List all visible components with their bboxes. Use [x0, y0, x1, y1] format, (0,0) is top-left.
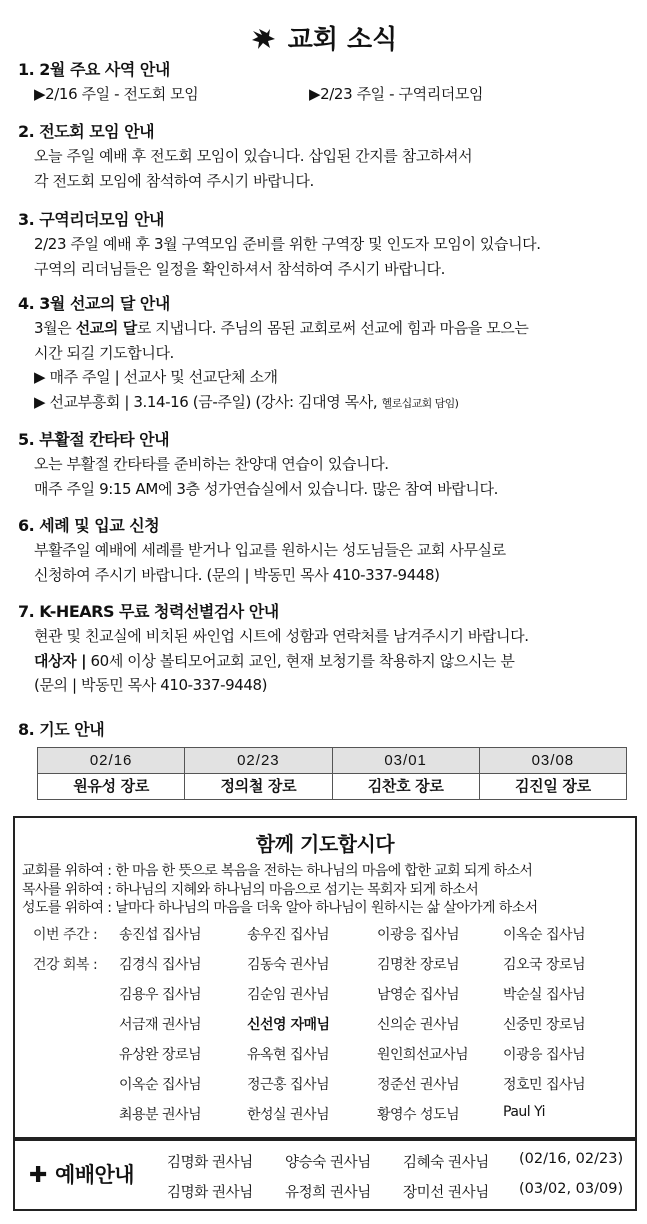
- worship-title: 예배안내: [54, 1163, 135, 1187]
- person-name: 김명화 권사님: [167, 1155, 253, 1171]
- flame-dove-logo-icon: [250, 24, 276, 56]
- person-name: 장미선 권사님: [403, 1185, 489, 1201]
- date-cell: 03/01: [332, 748, 479, 774]
- body-line: 현관 및 친교실에 비치된 싸인업 시트에 성함과 연락처를 남겨주시기 바랍니다.: [34, 627, 529, 645]
- section-mission-month: [18, 292, 633, 416]
- bulletin-header: [0, 24, 647, 56]
- prayer-leader-table: [37, 747, 627, 800]
- section-district-leaders: [18, 208, 633, 281]
- person-name: 김오국 장로님: [503, 957, 586, 973]
- plus-icon: ✚: [29, 1163, 47, 1188]
- prayer-names-row: [15, 1014, 635, 1044]
- person-name: 김혜숙 권사님: [403, 1155, 489, 1171]
- section-title: 6. 세례 및 입교 신청: [18, 516, 160, 535]
- prayer-line: 성도를 위하여 : 날마다 하나님의 마음을 더욱 알아 하나님이 원하시는 삶 살아가게 하소서: [22, 900, 538, 916]
- page-title: 교회 소식: [287, 25, 398, 55]
- section-title: 4. 3월 선교의 달 안내: [18, 294, 170, 313]
- section-evangelism-meeting: [18, 120, 633, 193]
- body-line: 2/23 주일 예배 후 3월 구역모임 준비를 위한 구역장 및 인도자 모임이 있습니다.: [34, 235, 541, 253]
- leader-cell: 정의철 장로: [185, 774, 332, 800]
- body-line: 대상자 | 60세 이상 볼티모어교회 교인, 현재 보청기를 착용하지 않으시는 분: [34, 651, 515, 670]
- bullet-line: ▶ 매주 주일 | 선교사 및 선교단체 소개: [34, 368, 278, 386]
- date-cell: 02/16: [38, 748, 185, 774]
- section-title: 7. K-HEARS 무료 청력선별검사 안내: [18, 602, 279, 621]
- person-name: 이옥순 집사님: [119, 1077, 202, 1093]
- person-name: 정호민 집사님: [503, 1077, 586, 1093]
- bullet-line: ▶ 선교부흥회 | 3.14-16 (금-주일) (강사: 김대영 목사, 헬로십교회 담임): [34, 392, 459, 411]
- body-line: 시간 되길 기도합니다.: [34, 343, 174, 362]
- person-name: 정준선 권사님: [377, 1077, 460, 1093]
- person-name: 이옥순 집사님: [503, 927, 586, 943]
- worship-info-box: [13, 1137, 637, 1211]
- person-name: 유정희 권사님: [285, 1185, 371, 1201]
- prayer-line: 목사를 위하여 : 하나님의 지혜와 하나님의 마음으로 섬기는 목회자 되게 하소서: [22, 881, 479, 898]
- person-name: 김명화 권사님: [167, 1185, 253, 1201]
- person-name: 김동숙 권사님: [247, 957, 330, 973]
- prayer-names-row: [15, 924, 635, 954]
- person-name: 최용분 권사님: [119, 1107, 202, 1123]
- body-line: 각 전도회 모임에 참석하여 주시기 바랍니다.: [34, 171, 314, 190]
- prayer-names-row: [15, 954, 635, 984]
- person-name: 이광응 집사님: [377, 927, 460, 943]
- person-name: 황영수 성도님: [377, 1107, 460, 1123]
- person-name: 유상완 장로님: [119, 1047, 202, 1063]
- date-cell: 03/08: [479, 748, 626, 774]
- person-name: 송우진 집사님: [247, 927, 330, 943]
- section-title: 5. 부활절 칸타타 안내: [18, 430, 170, 449]
- prayer-names-row: [15, 1104, 635, 1134]
- section-hearing-test: [18, 600, 633, 698]
- person-name: 한성실 권사님: [247, 1107, 330, 1123]
- person-name: 김명찬 장로님: [377, 957, 460, 973]
- service-dates: (03/02, 03/09): [519, 1181, 624, 1197]
- person-name: 박순실 집사님: [503, 987, 586, 1003]
- person-name: 유옥현 집사님: [247, 1047, 330, 1063]
- ministry-item: ▶2/16 주일 - 전도회 모임: [34, 85, 199, 103]
- body-line: 오는 부활절 칸타타를 준비하는 찬양대 연습이 있습니다.: [34, 455, 389, 473]
- body-line: (문의 | 박동민 목사 410-337-9448): [34, 676, 268, 694]
- body-line: 구역의 리더님들은 일정을 확인하셔서 참석하여 주시기 바랍니다.: [34, 259, 446, 278]
- section-title: 2. 전도회 모임 안내: [18, 122, 155, 141]
- section-title: 8. 기도 안내: [18, 720, 105, 739]
- body-line: 부활주일 예배에 세례를 받거나 입교를 원하시는 성도님들은 교회 사무실로: [34, 541, 506, 559]
- body-line: 신청하여 주시기 바랍니다. (문의 | 박동민 목사 410-337-9448): [34, 565, 440, 584]
- leader-cell: 원유성 장로: [38, 774, 185, 800]
- body-line: 오늘 주일 예배 후 전도회 모임이 있습니다. 삽입된 간지를 참고하셔서: [34, 147, 473, 165]
- person-name: 신중민 장로님: [503, 1017, 586, 1033]
- person-name: 신선영 자매님: [247, 1017, 330, 1033]
- prayer-box-title: 함께 기도합시다: [255, 832, 395, 856]
- service-dates: (02/16, 02/23): [519, 1151, 624, 1167]
- date-cell: 02/23: [185, 748, 332, 774]
- person-name: 정근홍 집사님: [247, 1077, 330, 1093]
- person-name: Paul Yi: [503, 1104, 546, 1120]
- section-prayer-guide: [18, 718, 633, 742]
- person-name: 서금재 권사님: [119, 1017, 202, 1033]
- row-label: 건강 회복 :: [33, 957, 98, 973]
- person-name: 이광응 집사님: [503, 1047, 586, 1063]
- person-name: 김용우 집사님: [119, 987, 202, 1003]
- row-label: 이번 주간 :: [33, 927, 98, 943]
- section-key-ministries: [18, 58, 633, 107]
- body-line: 3월은 선교의 달로 지냅니다. 주님의 몸된 교회로써 선교에 힘과 마음을 모으는: [34, 319, 529, 337]
- person-name: 양승숙 권사님: [285, 1155, 371, 1171]
- prayer-names-row: [15, 984, 635, 1014]
- prayer-box: [13, 816, 637, 1141]
- leader-cell: 김진일 장로: [479, 774, 626, 800]
- person-name: 송진섭 집사님: [119, 927, 202, 943]
- ministry-item: ▶2/23 주일 - 구역리더모임: [309, 85, 484, 103]
- body-line: 매주 주일 9:15 AM에 3층 성가연습실에서 있습니다. 많은 참여 바랍니다.: [34, 479, 498, 498]
- person-name: 신의순 권사님: [377, 1017, 460, 1033]
- person-name: 김순임 권사님: [247, 987, 330, 1003]
- section-title: 3. 구역리더모임 안내: [18, 210, 164, 229]
- prayer-names-grid: [15, 924, 635, 1134]
- prayer-names-row: [15, 1074, 635, 1104]
- person-name: 김경식 집사님: [119, 957, 202, 973]
- prayer-names-row: [15, 1044, 635, 1074]
- section-easter-cantata: [18, 428, 633, 501]
- prayer-line: 교회를 위하여 : 한 마음 한 뜻으로 복음을 전하는 하나님의 마음에 합한 교회 되게 하소서: [22, 863, 533, 879]
- leader-cell: 김찬호 장로: [332, 774, 479, 800]
- section-baptism: [18, 514, 633, 587]
- section-title: 1. 2월 주요 사역 안내: [18, 60, 170, 79]
- person-name: 남영순 집사님: [377, 987, 460, 1003]
- person-name: 원인희선교사님: [377, 1047, 469, 1063]
